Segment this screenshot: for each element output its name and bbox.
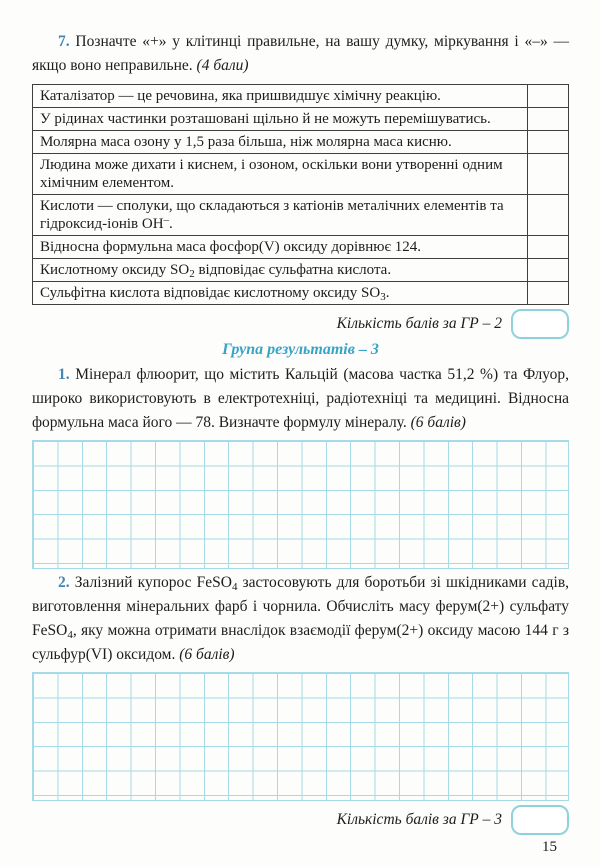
task-1-paragraph: [32, 363, 569, 435]
task-7-text: Позначте «+» у клітинці правильне, на вашу думку, міркування і «–» — якщо воно неправильне. (4 бали): [32, 33, 570, 74]
task-2-paragraph: [32, 571, 569, 667]
answer-cell-1[interactable]: [528, 85, 569, 108]
workbook-page: [32, 30, 569, 856]
task-1-number: 1.: [58, 366, 70, 383]
table-row: [33, 154, 569, 195]
score-row-gr2: [32, 309, 569, 339]
statement-cell: Кислоти — сполуки, що складаються з катіонів металічних елементів та гідроксид-іонів ОН–.: [33, 195, 528, 236]
page-number: 15: [542, 839, 557, 855]
statement-cell: Сульфітна кислота відповідає кислотному оксиду $SO_3$.: [33, 282, 528, 305]
statement-cell: Людина може дихати і киснем, і озоном, оскільки вони утворенні одним хімічним елементом.: [33, 154, 528, 195]
work-grid-1[interactable]: [32, 440, 569, 569]
task-2-number: 2.: [58, 574, 70, 591]
task-7-paragraph: [32, 30, 569, 78]
score-label-gr2: Кількість балів за ГР – 2: [336, 315, 502, 332]
statement-cell: У рідинах частинки розташовані щільно й не можуть перемішуватись.: [33, 108, 528, 131]
task-2-text: Залізний купорос FeSO$_4$ застосовують для боротьби зі шкідниками садів, виготовлення мінеральних фарб і чорнила. Обчисліть масу ферум(2+) сульфату FeSO$_4$, яку можна отримати внаслідок взаємодії ферум(2+) оксиду масою 144 г з сульфур(VI) оксидом. (6 балів): [32, 574, 570, 663]
group-heading: Група результатів – 3: [222, 341, 379, 358]
task-1-text: Мінерал флюорит, що містить Кальцій (масова частка 51,2 %) та Флуор, широко використовують в електротехніці, радіотехніці та медицині. Відносна формульна маса його — 78. Визначте формулу мінералу. (6 балів): [32, 366, 569, 431]
work-grid-2[interactable]: [32, 672, 569, 801]
table-row: [33, 85, 569, 108]
answer-cell-5[interactable]: [528, 195, 569, 236]
answer-cell-7[interactable]: [528, 259, 569, 282]
answer-cell-2[interactable]: [528, 108, 569, 131]
answer-cell-3[interactable]: [528, 131, 569, 154]
answer-cell-8[interactable]: [528, 282, 569, 305]
score-row-gr3: [32, 805, 569, 835]
table-row: [33, 131, 569, 154]
score-input-box-gr3[interactable]: [511, 805, 569, 835]
score-input-box-gr2[interactable]: [511, 309, 569, 339]
table-row: [33, 282, 569, 305]
task-7-number: 7.: [58, 33, 70, 50]
true-false-table: [32, 84, 569, 305]
statement-cell: Кислотному оксиду $SO_2$ відповідає сульфатна кислота.: [33, 259, 528, 282]
statement-cell: Відносна формульна маса фосфор(V) оксиду дорівнює 124.: [33, 236, 528, 259]
score-label-gr3: Кількість балів за ГР – 3: [336, 811, 502, 828]
statement-cell: Каталізатор — це речовина, яка пришвидшує хімічну реакцію.: [33, 85, 528, 108]
table-row: [33, 108, 569, 131]
statement-cell: Молярна маса озону у 1,5 раза більша, ніж молярна маса кисню.: [33, 131, 528, 154]
table-row: [33, 236, 569, 259]
answer-cell-4[interactable]: [528, 154, 569, 195]
answer-cell-6[interactable]: [528, 236, 569, 259]
table-row: [33, 259, 569, 282]
table-row: [33, 195, 569, 236]
